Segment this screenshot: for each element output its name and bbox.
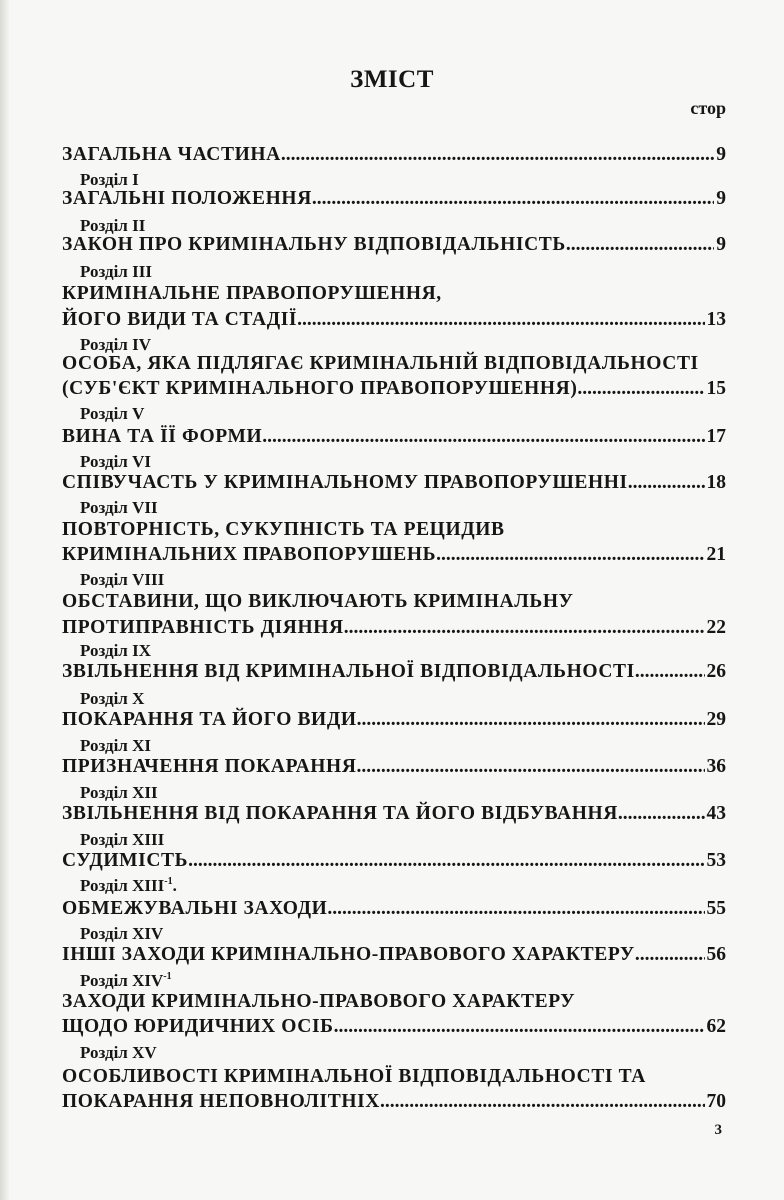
toc-entry-title: КРИМІНАЛЬНЕ ПРАВОПОРУШЕННЯ, bbox=[62, 283, 442, 304]
section-label-text: Розділ II bbox=[80, 216, 146, 235]
section-label-text: Розділ XIV bbox=[80, 971, 164, 990]
dot-leader bbox=[327, 898, 704, 920]
section-label-text: Розділ XIII bbox=[80, 876, 165, 895]
section-label bbox=[80, 971, 172, 993]
section-label-text: Розділ VII bbox=[80, 498, 158, 517]
toc-entry-line[interactable] bbox=[62, 756, 726, 782]
dot-leader bbox=[262, 426, 704, 448]
section-label bbox=[80, 736, 151, 758]
dot-leader bbox=[188, 850, 704, 872]
section-label-suffix: . bbox=[172, 876, 177, 895]
toc-entry-title: ОСОБА, ЯКА ПІДЛЯГАЄ КРИМІНАЛЬНІЙ ВІДПОВІДАЛЬНОСТІ bbox=[62, 353, 699, 374]
dot-leader bbox=[635, 944, 705, 966]
toc-entry-line[interactable] bbox=[62, 709, 726, 735]
toc-entry-title: СУДИМІСТЬ bbox=[62, 850, 189, 871]
toc-entry-title: ЙОГО ВИДИ ТА СТАДІЇ bbox=[62, 309, 298, 330]
toc-entry-line[interactable] bbox=[62, 944, 726, 970]
toc-entry-title: ПРОТИПРАВНІСТЬ ДІЯННЯ bbox=[62, 617, 344, 638]
page-title: ЗМІСТ bbox=[350, 66, 434, 93]
section-label-text: Розділ III bbox=[80, 262, 152, 281]
toc-entry-title: ЗАКОН ПРО КРИМІНАЛЬНУ ВІДПОВІДАЛЬНІСТЬ bbox=[62, 234, 566, 255]
section-label bbox=[80, 924, 163, 946]
section-label-text: Розділ VI bbox=[80, 452, 151, 471]
toc-entry-title: ПРИЗНАЧЕННЯ ПОКАРАННЯ bbox=[62, 756, 357, 777]
section-label-text: Розділ IV bbox=[80, 335, 151, 354]
toc-entry-line[interactable] bbox=[62, 309, 726, 335]
toc-entry-title: ВИНА ТА ЇЇ ФОРМИ bbox=[62, 426, 263, 447]
toc-entry-line[interactable] bbox=[62, 1066, 726, 1092]
toc-entry-page: 18 bbox=[706, 472, 726, 493]
toc-entry-line[interactable] bbox=[62, 1091, 726, 1117]
toc-entry-title: ОСОБЛИВОСТІ КРИМІНАЛЬНОЇ ВІДПОВІДАЛЬНОСТІ ТА bbox=[62, 1066, 646, 1087]
toc-entry-page: 55 bbox=[706, 898, 726, 919]
toc-entry-line[interactable] bbox=[62, 234, 726, 260]
toc-entry-line[interactable] bbox=[62, 144, 726, 170]
toc-entry-page: 17 bbox=[706, 426, 726, 447]
toc-entry-line[interactable] bbox=[62, 519, 726, 545]
toc-entry-page: 9 bbox=[716, 144, 726, 165]
page-number: 3 bbox=[714, 1122, 722, 1138]
toc-entry-page: 26 bbox=[706, 661, 726, 682]
dot-leader bbox=[635, 661, 705, 683]
section-label bbox=[80, 783, 158, 805]
toc-entry-line[interactable] bbox=[62, 283, 726, 309]
page-column-label: стор bbox=[690, 98, 726, 118]
dot-leader bbox=[312, 188, 714, 210]
toc-entry-title: ЗАГАЛЬНІ ПОЛОЖЕННЯ bbox=[62, 188, 312, 209]
dot-leader bbox=[618, 803, 705, 825]
toc-entry-page: 29 bbox=[706, 709, 726, 730]
toc-entry-title: (СУБ'ЄКТ КРИМІНАЛЬНОГО ПРАВОПОРУШЕННЯ) bbox=[62, 378, 578, 399]
scan-edge-shadow bbox=[0, 0, 10, 1200]
section-label-text: Розділ VIII bbox=[80, 570, 165, 589]
toc-entry-title: ЗАХОДИ КРИМІНАЛЬНО-ПРАВОВОГО ХАРАКТЕРУ bbox=[62, 991, 576, 1012]
section-label-text: Розділ XV bbox=[80, 1043, 157, 1062]
toc-entry-line[interactable] bbox=[62, 353, 726, 379]
dot-leader bbox=[628, 472, 705, 494]
toc-entry-page: 36 bbox=[706, 756, 726, 777]
dot-leader bbox=[380, 1091, 705, 1113]
toc-entry-page: 53 bbox=[706, 850, 726, 871]
section-label bbox=[80, 452, 151, 474]
section-label bbox=[80, 830, 164, 852]
toc-entry-title: ЗВІЛЬНЕННЯ ВІД ПОКАРАННЯ ТА ЙОГО ВІДБУВАННЯ bbox=[62, 803, 618, 824]
toc-entry-line[interactable] bbox=[62, 898, 726, 924]
toc-entry-title: ЗВІЛЬНЕННЯ ВІД КРИМІНАЛЬНОЇ ВІДПОВІДАЛЬНОСТІ bbox=[62, 661, 635, 682]
toc-entry-page: 22 bbox=[706, 617, 726, 638]
toc-entry-title: ЗАГАЛЬНА ЧАСТИНА bbox=[62, 144, 281, 165]
toc-entry-page: 9 bbox=[716, 234, 726, 255]
toc-entry-page: 62 bbox=[706, 1016, 726, 1037]
toc-entry-page: 9 bbox=[716, 188, 726, 209]
toc-entry-title: ЩОДО ЮРИДИЧНИХ ОСІБ bbox=[62, 1016, 334, 1037]
section-label-superscript: -1 bbox=[163, 971, 172, 982]
section-label-text: Розділ XIV bbox=[80, 924, 164, 943]
section-label-superscript: -1 bbox=[164, 876, 173, 887]
section-label-text: Розділ IX bbox=[80, 641, 151, 660]
toc-entry-title: ПОКАРАННЯ ТА ЙОГО ВИДИ bbox=[62, 709, 357, 730]
toc-entry-line[interactable] bbox=[62, 426, 726, 452]
toc-entry-line[interactable] bbox=[62, 661, 726, 687]
section-label-text: Розділ XIII bbox=[80, 830, 165, 849]
toc-entry-line[interactable] bbox=[62, 803, 726, 829]
toc-entry-line[interactable] bbox=[62, 1016, 726, 1042]
toc-entry-title: ІНШІ ЗАХОДИ КРИМІНАЛЬНО-ПРАВОВОГО ХАРАКТЕРУ bbox=[62, 944, 635, 965]
dot-leader bbox=[344, 617, 705, 639]
toc-entry-page: 43 bbox=[706, 803, 726, 824]
dot-leader bbox=[357, 709, 705, 731]
dot-leader bbox=[566, 234, 714, 256]
dot-leader bbox=[334, 1016, 705, 1038]
toc-entry-title: ПОВТОРНІСТЬ, СУКУПНІСТЬ ТА РЕЦИДИВ bbox=[62, 519, 505, 540]
dot-leader bbox=[281, 144, 714, 166]
section-label bbox=[80, 1043, 157, 1065]
toc-entry-line[interactable] bbox=[62, 591, 726, 617]
toc-entry-page: 13 bbox=[706, 309, 726, 330]
toc-entry-title: ОБМЕЖУВАЛЬНІ ЗАХОДИ bbox=[62, 898, 328, 919]
toc-entry-line[interactable] bbox=[62, 991, 726, 1017]
section-label bbox=[80, 689, 144, 711]
section-label-text: Розділ V bbox=[80, 404, 145, 423]
section-label bbox=[80, 641, 151, 663]
dot-leader bbox=[297, 309, 704, 331]
toc-entry-title: ПОКАРАННЯ НЕПОВНОЛІТНІХ bbox=[62, 1091, 380, 1112]
dot-leader bbox=[436, 544, 704, 566]
toc-entry-page: 21 bbox=[706, 544, 726, 565]
toc-entry-title: ОБСТАВИНИ, ЩО ВИКЛЮЧАЮТЬ КРИМІНАЛЬНУ bbox=[62, 591, 574, 612]
section-label-text: Розділ XII bbox=[80, 783, 158, 802]
toc-entry-page: 15 bbox=[706, 378, 726, 399]
section-label-text: Розділ XI bbox=[80, 736, 151, 755]
toc-entry-title: КРИМІНАЛЬНИХ ПРАВОПОРУШЕНЬ bbox=[62, 544, 437, 565]
toc-entry-title: СПІВУЧАСТЬ У КРИМІНАЛЬНОМУ ПРАВОПОРУШЕННІ bbox=[62, 472, 628, 493]
section-label-text: Розділ I bbox=[80, 170, 139, 189]
section-label bbox=[80, 404, 144, 426]
toc-entry-line[interactable] bbox=[62, 544, 726, 570]
toc-entry-page: 70 bbox=[706, 1091, 726, 1112]
toc-entry-page: 56 bbox=[706, 944, 726, 965]
dot-leader bbox=[357, 756, 705, 778]
dot-leader bbox=[577, 378, 704, 400]
section-label bbox=[80, 876, 177, 898]
section-label bbox=[80, 570, 164, 592]
section-label bbox=[80, 498, 158, 520]
toc-entry-line[interactable] bbox=[62, 378, 726, 404]
toc-entry-line[interactable] bbox=[62, 617, 726, 643]
toc-entry-line[interactable] bbox=[62, 472, 726, 498]
toc-entry-line[interactable] bbox=[62, 850, 726, 876]
section-label bbox=[80, 262, 152, 284]
toc-entry-line[interactable] bbox=[62, 188, 726, 214]
section-label-text: Розділ X bbox=[80, 689, 145, 708]
